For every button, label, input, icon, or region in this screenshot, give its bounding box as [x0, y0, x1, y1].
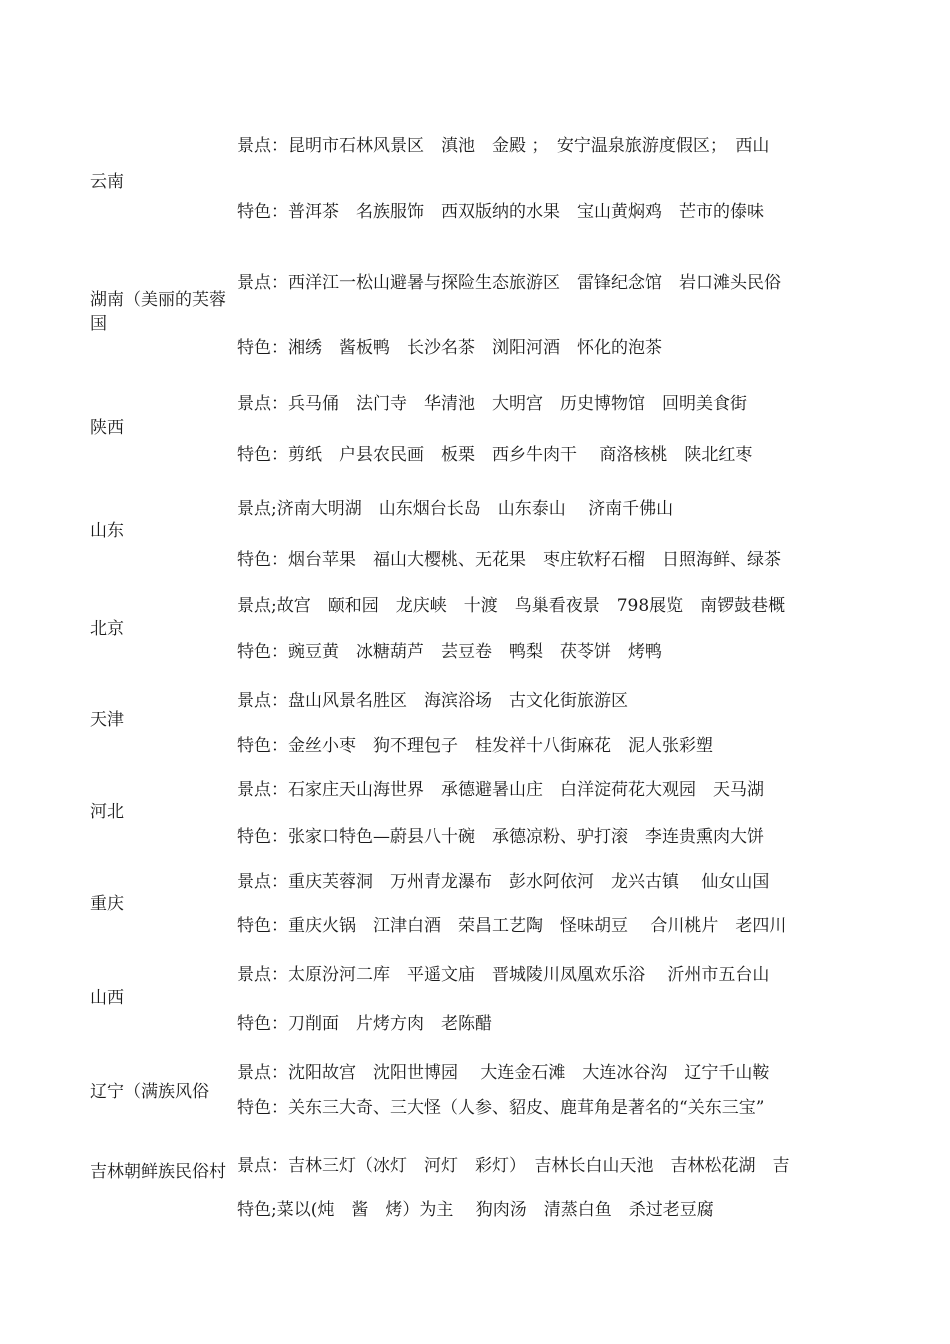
- spots-line: 景点;故宫 颐和园 龙庆峡 十渡 鸟巢看夜景 798展览 南锣鼓巷概: [237, 596, 786, 616]
- spots-line: 景点：重庆芙蓉洞 万州青龙瀑布 彭水阿依河 龙兴古镇 仙女山国: [237, 872, 770, 892]
- region-name: 山西: [90, 988, 124, 1008]
- region-name: 湖南（美丽的芙蓉国: [90, 290, 226, 334]
- features-line: 特色：关东三大奇、三大怪（人参、貂皮、鹿茸角是著名的“关东三宝”: [237, 1098, 765, 1118]
- spots-line: 景点：昆明市石林风景区 滇池 金殿 ； 安宁温泉旅游度假区； 西山: [237, 136, 770, 156]
- region-name: 重庆: [90, 894, 124, 914]
- spots-line: 景点：沈阳故宫 沈阳世博园 大连金石滩 大连冰谷沟 辽宁千山鞍: [237, 1063, 770, 1083]
- spots-line: 景点：西洋江一松山避暑与探险生态旅游区 雷锋纪念馆 岩口滩头民俗: [237, 273, 781, 293]
- features-line: 特色：普洱茶 名族服饰 西双版纳的水果 宝山黄焖鸡 芒市的傣味: [237, 202, 764, 222]
- region-name: 云南: [90, 172, 124, 192]
- spots-line: 景点;济南大明湖 山东烟台长岛 山东泰山 济南千佛山: [237, 499, 674, 519]
- region-name: 河北: [90, 802, 124, 822]
- region-name: 吉林朝鲜族民俗村: [90, 1162, 226, 1182]
- features-line: 特色;菜以(炖 酱 烤）为主 狗肉汤 清蒸白鱼 杀过老豆腐: [237, 1200, 714, 1220]
- features-line: 特色：湘绣 酱板鸭 长沙名茶 浏阳河酒 怀化的泡茶: [237, 338, 662, 358]
- region-name: 天津: [90, 710, 124, 730]
- spots-line: 景点：吉林三灯（冰灯 河灯 彩灯） 吉林长白山天池 吉林松花湖 吉: [237, 1156, 790, 1176]
- spots-line: 景点：石家庄天山海世界 承德避暑山庄 白洋淀荷花大观园 天马湖: [237, 780, 764, 800]
- region-name: 山东: [90, 521, 124, 541]
- spots-line: 景点：兵马俑 法门寺 华清池 大明宫 历史博物馆 回明美食街: [237, 394, 747, 414]
- features-line: 特色：刀削面 片烤方肉 老陈醋: [237, 1014, 492, 1034]
- features-line: 特色：豌豆黄 冰糖葫芦 芸豆卷 鸭梨 茯苓饼 烤鸭: [237, 642, 662, 662]
- region-name: 北京: [90, 619, 124, 639]
- region-name: 辽宁（满族风俗: [90, 1082, 209, 1102]
- spots-line: 景点：太原汾河二库 平遥文庙 晋城陵川凤凰欢乐浴 沂州市五台山: [237, 965, 770, 985]
- features-line: 特色：剪纸 户县农民画 板栗 西乡牛肉干 商洛核桃 陕北红枣: [237, 445, 753, 465]
- features-line: 特色：张家口特色—蔚县八十碗 承德凉粉、驴打滚 李连贵熏肉大饼: [237, 827, 764, 847]
- region-name: 陕西: [90, 418, 124, 438]
- features-line: 特色：金丝小枣 狗不理包子 桂发祥十八街麻花 泥人张彩塑: [237, 736, 713, 756]
- features-line: 特色：重庆火锅 江津白酒 荣昌工艺陶 怪味胡豆 合川桃片 老四川: [237, 916, 787, 936]
- spots-line: 景点：盘山风景名胜区 海滨浴场 古文化街旅游区: [237, 691, 628, 711]
- features-line: 特色：烟台苹果 福山大樱桃、无花果 枣庄软籽石榴 日照海鲜、绿茶: [237, 550, 781, 570]
